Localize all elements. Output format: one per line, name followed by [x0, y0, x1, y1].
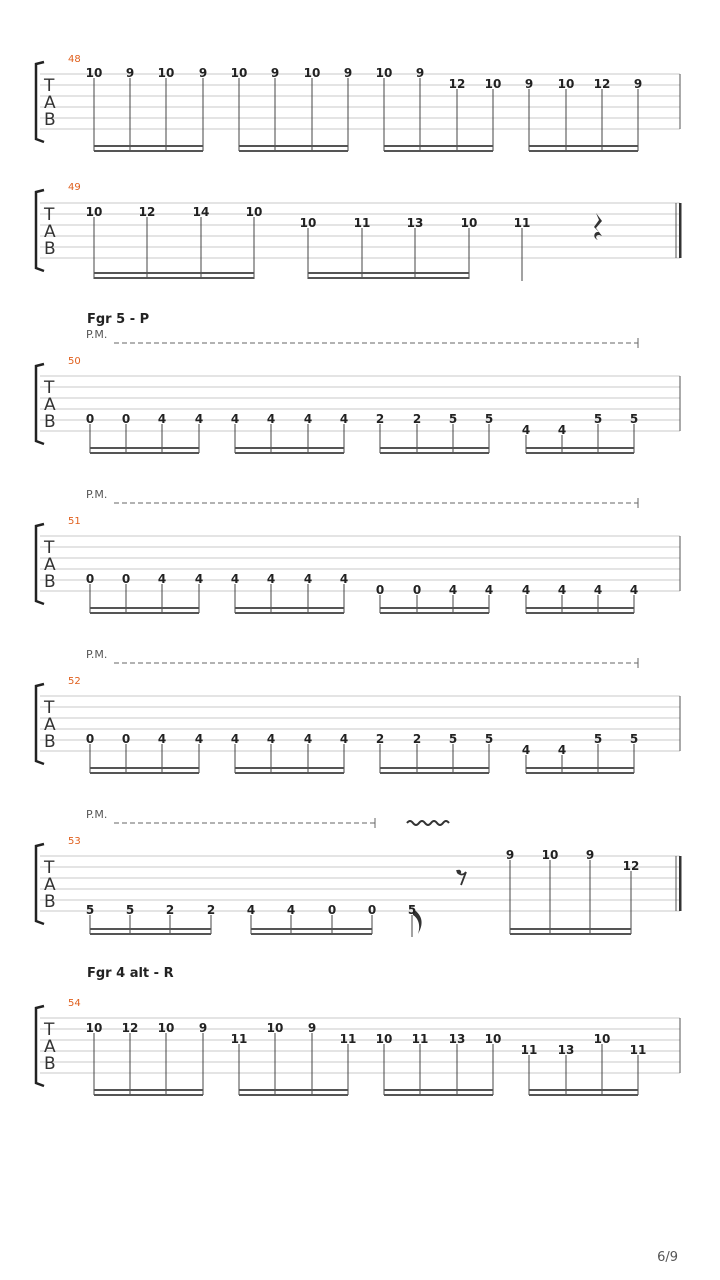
fret-number: 2: [165, 903, 175, 917]
bar-number: 51: [68, 516, 81, 527]
fret-number: 0: [367, 903, 377, 917]
tab-letter-b: B: [44, 732, 56, 752]
final-barline: [676, 856, 682, 911]
fret-number: 4: [629, 583, 639, 597]
fret-number: 12: [622, 859, 640, 873]
fret-number: 9: [270, 66, 280, 80]
fret-number: 4: [557, 583, 567, 597]
stems: [90, 860, 631, 937]
fret-number: 10: [230, 66, 248, 80]
fret-number: 9: [633, 77, 643, 91]
fret-number: 0: [121, 572, 131, 586]
fret-number: 4: [521, 423, 531, 437]
fret-number: 4: [266, 732, 276, 746]
system-52: [36, 648, 680, 774]
fret-number: 5: [484, 732, 494, 746]
page-number: 6/9: [657, 1250, 678, 1265]
tab-letter-b: B: [44, 572, 56, 592]
fret-number: 9: [524, 77, 534, 91]
fret-number: 13: [448, 1032, 466, 1046]
fret-number: 10: [157, 66, 175, 80]
fret-number: 5: [407, 903, 417, 917]
fret-number: 4: [521, 583, 531, 597]
system-51: [36, 488, 680, 614]
fret-number: 4: [448, 583, 458, 597]
fret-number: 10: [157, 1021, 175, 1035]
bar-number: 54: [68, 998, 81, 1009]
fret-number: 4: [303, 572, 313, 586]
fret-number: 13: [406, 216, 424, 230]
fret-number: 2: [412, 412, 422, 426]
fret-number: 11: [353, 216, 371, 230]
tab-letter-a: A: [44, 93, 56, 113]
staff-lines: [40, 856, 680, 911]
vibrato-icon: [407, 821, 449, 825]
fret-number: 10: [484, 77, 502, 91]
fret-number: 4: [484, 583, 494, 597]
fret-number: 0: [327, 903, 337, 917]
fret-number: 2: [206, 903, 216, 917]
fret-number: 14: [192, 205, 210, 219]
fret-number: 5: [484, 412, 494, 426]
bar-number: 49: [68, 182, 81, 193]
stems: [94, 78, 638, 151]
tab-letter-a: A: [44, 555, 56, 575]
fret-number: 5: [629, 732, 639, 746]
eighth-rest-dot: [457, 870, 461, 874]
tab-letter-t: T: [44, 858, 55, 878]
final-barline: [676, 203, 682, 258]
beams: [90, 447, 634, 454]
beams: [94, 145, 638, 152]
beams: [90, 607, 634, 614]
fret-number: 4: [339, 732, 349, 746]
fret-number: 4: [521, 743, 531, 757]
tab-letter-b: B: [44, 1054, 56, 1074]
fret-number: 9: [415, 66, 425, 80]
fret-number: 0: [121, 412, 131, 426]
staff-lines: [40, 203, 680, 258]
beams: [90, 767, 634, 774]
fret-number: 10: [85, 1021, 103, 1035]
system-49: [36, 182, 682, 281]
fret-numbers: [86, 1021, 647, 1057]
fret-number: 4: [230, 732, 240, 746]
fret-number: 10: [375, 1032, 393, 1046]
fret-number: 5: [125, 903, 135, 917]
fret-numbers: [86, 572, 638, 597]
staff-lines: [40, 74, 680, 129]
fret-number: 11: [513, 216, 531, 230]
fret-number: 9: [307, 1021, 317, 1035]
tab-letter-t: T: [44, 76, 55, 96]
palm-mute-label: P.M.: [86, 808, 108, 821]
beams: [94, 272, 469, 279]
section-label: Fgr 4 alt - R: [87, 966, 174, 981]
bar-number: 50: [68, 356, 81, 367]
tab-letter-a: A: [44, 395, 56, 415]
fret-number: 4: [266, 412, 276, 426]
system-48: [36, 54, 680, 152]
fret-number: 2: [412, 732, 422, 746]
staff-lines: [40, 536, 680, 591]
section-label: Fgr 5 - P: [87, 312, 150, 327]
bar-number: 53: [68, 836, 81, 847]
fret-number: 2: [375, 412, 385, 426]
tab-letter-t: T: [44, 538, 55, 558]
fret-numbers: [86, 66, 643, 91]
fret-number: 5: [448, 732, 458, 746]
fret-number: 12: [593, 77, 611, 91]
fret-numbers: [86, 205, 531, 230]
fret-number: 0: [85, 572, 95, 586]
fret-number: 11: [339, 1032, 357, 1046]
fret-number: 10: [85, 66, 103, 80]
fret-number: 4: [593, 583, 603, 597]
fret-numbers: [86, 412, 638, 437]
fret-number: 0: [85, 412, 95, 426]
fret-number: 10: [85, 205, 103, 219]
fret-number: 10: [303, 66, 321, 80]
fret-number: 4: [266, 572, 276, 586]
fret-number: 0: [85, 732, 95, 746]
palm-mute-label: P.M.: [86, 648, 108, 661]
fret-number: 4: [194, 732, 204, 746]
fret-number: 2: [375, 732, 385, 746]
fret-number: 4: [339, 572, 349, 586]
fret-number: 4: [194, 572, 204, 586]
fret-number: 10: [245, 205, 263, 219]
fret-number: 9: [343, 66, 353, 80]
fret-number: 10: [593, 1032, 611, 1046]
tab-letter-t: T: [44, 205, 55, 225]
fret-number: 5: [85, 903, 95, 917]
fret-number: 12: [138, 205, 156, 219]
fret-number: 11: [520, 1043, 538, 1057]
fret-number: 5: [593, 732, 603, 746]
tab-letter-b: B: [44, 892, 56, 912]
fret-number: 0: [375, 583, 385, 597]
fret-number: 13: [557, 1043, 575, 1057]
bar-number: 48: [68, 54, 81, 65]
fret-number: 0: [121, 732, 131, 746]
fret-number: 4: [194, 412, 204, 426]
system-54: [36, 966, 680, 1096]
fret-number: 9: [198, 66, 208, 80]
staff-lines: [40, 696, 680, 751]
tab-letter-a: A: [44, 875, 56, 895]
system-bracket: [36, 190, 44, 271]
fret-number: 5: [593, 412, 603, 426]
fret-number: 12: [448, 77, 466, 91]
system-50: [36, 312, 680, 454]
fret-number: 4: [246, 903, 256, 917]
fret-numbers: [86, 848, 640, 917]
fret-number: 4: [557, 423, 567, 437]
fret-number: 9: [125, 66, 135, 80]
fret-number: 10: [460, 216, 478, 230]
fret-number: 10: [375, 66, 393, 80]
tab-letter-a: A: [44, 715, 56, 735]
fret-number: 10: [557, 77, 575, 91]
fret-number: 4: [230, 412, 240, 426]
tab-letter-b: B: [44, 412, 56, 432]
bar-number: 52: [68, 676, 81, 687]
tab-letter-a: A: [44, 222, 56, 242]
fret-number: 9: [198, 1021, 208, 1035]
fret-number: 10: [541, 848, 559, 862]
fret-number: 10: [484, 1032, 502, 1046]
fret-number: 12: [121, 1021, 139, 1035]
fret-number: 11: [629, 1043, 647, 1057]
tab-letter-t: T: [44, 698, 55, 718]
fret-number: 9: [585, 848, 595, 862]
fret-number: 5: [448, 412, 458, 426]
fret-number: 4: [303, 412, 313, 426]
fret-number: 4: [157, 732, 167, 746]
fret-number: 11: [411, 1032, 429, 1046]
fret-number: 4: [557, 743, 567, 757]
fret-number: 5: [629, 412, 639, 426]
tab-letter-a: A: [44, 1037, 56, 1057]
tab-letter-t: T: [44, 378, 55, 398]
palm-mute-label: P.M.: [86, 328, 108, 341]
tab-letter-b: B: [44, 110, 56, 130]
fret-number: 4: [303, 732, 313, 746]
fret-number: 11: [230, 1032, 248, 1046]
stems: [94, 1033, 638, 1095]
fret-number: 10: [299, 216, 317, 230]
system-53: [36, 808, 682, 937]
fret-number: 0: [412, 583, 422, 597]
fret-number: 9: [505, 848, 515, 862]
palm-mute-label: P.M.: [86, 488, 108, 501]
fret-number: 4: [339, 412, 349, 426]
fret-number: 10: [266, 1021, 284, 1035]
fret-number: 4: [157, 572, 167, 586]
tab-letter-t: T: [44, 1020, 55, 1040]
tab-letter-b: B: [44, 239, 56, 259]
beams: [94, 1089, 638, 1096]
staff-lines: [40, 376, 680, 431]
fret-number: 4: [230, 572, 240, 586]
fret-number: 4: [286, 903, 296, 917]
fret-number: 4: [157, 412, 167, 426]
fret-numbers: [86, 732, 638, 757]
